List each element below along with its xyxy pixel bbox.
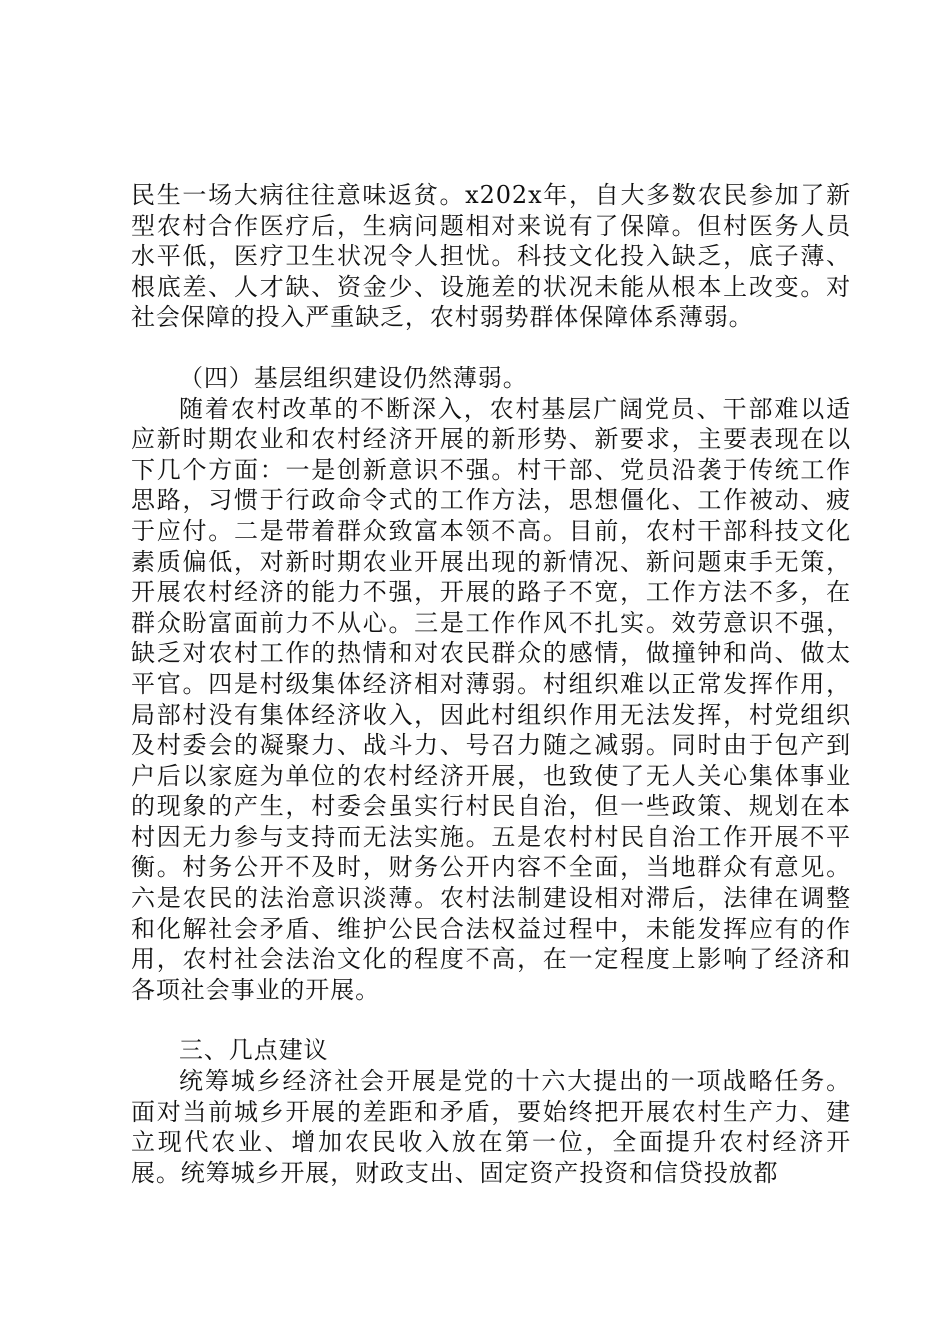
paragraph-suggestions: 统筹城乡经济社会开展是党的十六大提出的一项战略任务。面对当前城乡开展的差距和矛盾，要始终把开展农村生产力、建立现代农业、增加农民收入放在第一位，全面提升农村经济开展。统筹城乡开展，财政支出、固定资产投资和信贷投放都	[131, 1067, 851, 1187]
section-heading-suggestions: 三、几点建议	[179, 1036, 329, 1065]
paragraph-spacer	[131, 1005, 851, 1035]
document-body	[131, 180, 851, 1188]
paragraph-spacer	[131, 333, 851, 363]
paragraph-grassroots: 随着农村改革的不断深入，农村基层广阔党员、干部难以适应新时期农业和农村经济开展的新形势、新要求，主要表现在以下几个方面：一是创新意识不强。村干部、党员沿袭于传统工作思路，习惯于行政命令式的工作方法，思想僵化、工作被动、疲于应付。二是带着群众致富本领不高。目前，农村干部科技文化素质偏低，对新时期农业开展出现的新情况、新问题束手无策，开展农村经济的能力不强，开展的路子不宽，工作方法不多，在群众盼富面前力不从心。三是工作作风不扎实。效劳意识不强，缺乏对农村工作的热情和对农民群众的感情，做撞钟和尚、做太平官。四是村级集体经济相对薄弱。村组织难以正常发挥作用，局部村没有集体经济收入，因此村组织作用无法发挥，村党组织及村委会的凝聚力、战斗力、号召力随之减弱。同时由于包产到户后以家庭为单位的农村经济开展，也致使了无人关心集体事业的现象的产生，村委会虽实行村民自治，但一些政策、规划在本村因无力参与支持而无法实施。五是农村村民自治工作开展不平衡。村务公开不及时，财务公开内容不全面，当地群众有意见。六是农民的法治意识淡薄。农村法制建设相对滞后，法律在调整和化解社会矛盾、维护公民合法权益过程中，未能发挥应有的作用，农村社会法治文化的程度不高，在一定程度上影响了经济和各项社会事业的开展。	[131, 394, 851, 1004]
paragraph-healthcare: 民生一场大病往往意味返贫。x202x年，自大多数农民参加了新型农村合作医疗后，生病问题相对来说有了保障。但村医务人员水平低，医疗卫生状况令人担忧。科技文化投入缺乏，底子薄、根底差、人才缺、资金少、设施差的状况未能从根本上改变。对社会保障的投入严重缺乏，农村弱势群体保障体系薄弱。	[131, 181, 851, 332]
section-heading-grassroots: （四）基层组织建设仍然薄弱。	[179, 363, 528, 392]
